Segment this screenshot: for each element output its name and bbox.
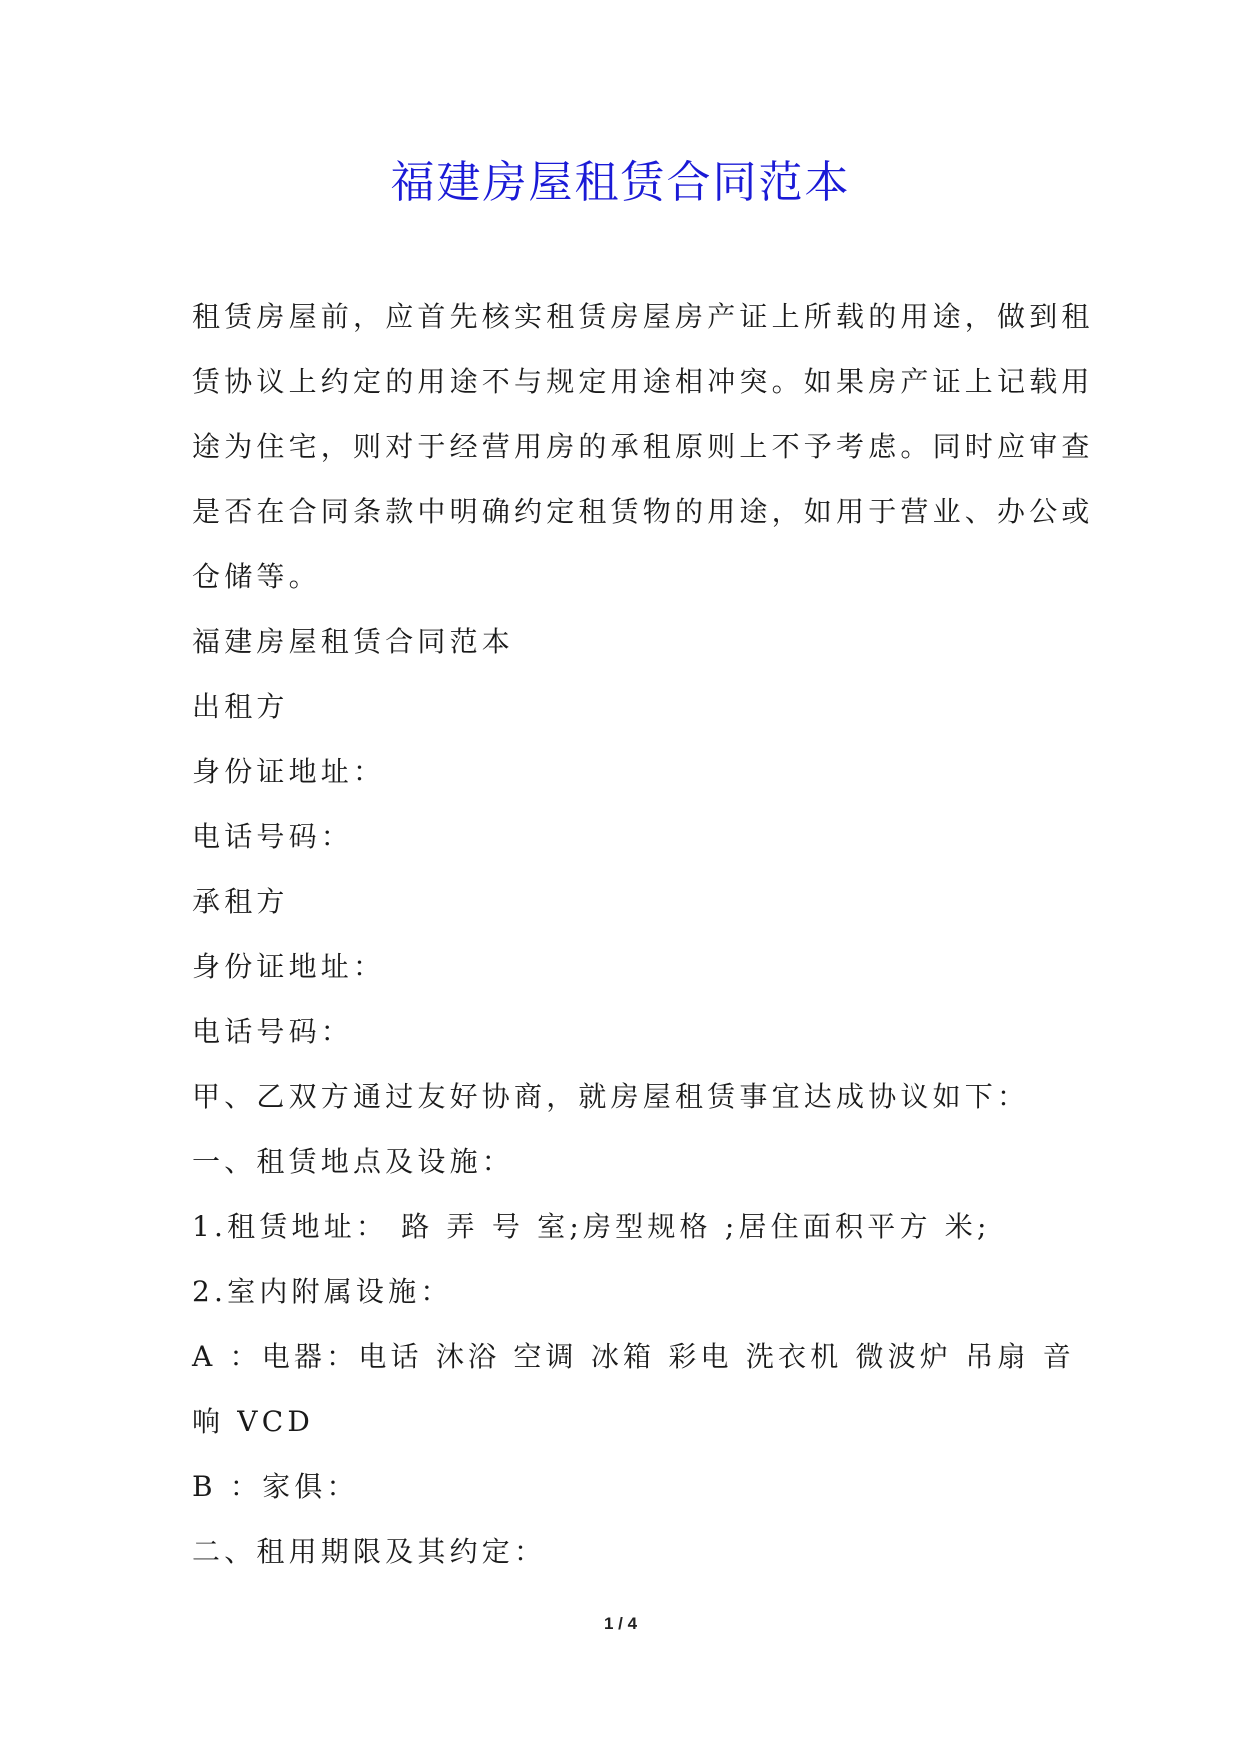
intro-line: 赁协议上约定的用途不与规定用途相冲突。如果房产证上记载用	[192, 365, 1094, 398]
document-body	[192, 284, 1094, 1584]
section-1-heading: 一、租赁地点及设施：	[192, 1145, 515, 1178]
lessee-label: 承租方	[192, 885, 289, 918]
appliances-line: A ：电器：电话 沐浴 空调 冰箱 彩电 洗衣机 微波炉 吊扇 音	[192, 1340, 1075, 1373]
agreement-intro-line: 甲、乙双方通过友好协商，就房屋租赁事宜达成协议如下：	[192, 1080, 1030, 1113]
appliances-line-continued: 响 VCD	[192, 1405, 314, 1438]
facilities-heading: 2.室内附属设施：	[192, 1275, 453, 1308]
lessor-label: 出租方	[192, 690, 289, 723]
lessee-id-address-label: 身份证地址：	[192, 950, 386, 983]
furniture-line: B ：家俱：	[192, 1470, 359, 1503]
lessee-phone-label: 电话号码：	[192, 1015, 354, 1048]
intro-line: 仓储等。	[192, 560, 321, 593]
section-2-heading: 二、租用期限及其约定：	[192, 1535, 547, 1568]
contract-heading-line: 福建房屋租赁合同范本	[192, 625, 515, 658]
lessor-id-address-label: 身份证地址：	[192, 755, 386, 788]
intro-line: 租赁房屋前，应首先核实租赁房屋房产证上所载的用途，做到租	[192, 300, 1094, 333]
lessor-phone-label: 电话号码：	[192, 820, 354, 853]
intro-line: 是否在合同条款中明确约定租赁物的用途，如用于营业、办公或	[192, 495, 1094, 528]
page-number: 1 / 4	[603, 1614, 638, 1633]
document-title: 福建房屋租赁合同范本	[390, 157, 851, 208]
intro-paragraph	[192, 284, 1094, 609]
intro-line: 途为住宅，则对于经营用房的承租原则上不予考虑。同时应审查	[192, 430, 1094, 463]
rental-address-line: 1.租赁地址： 路 弄 号 室;房型规格 ;居住面积平方 米;	[192, 1210, 991, 1243]
